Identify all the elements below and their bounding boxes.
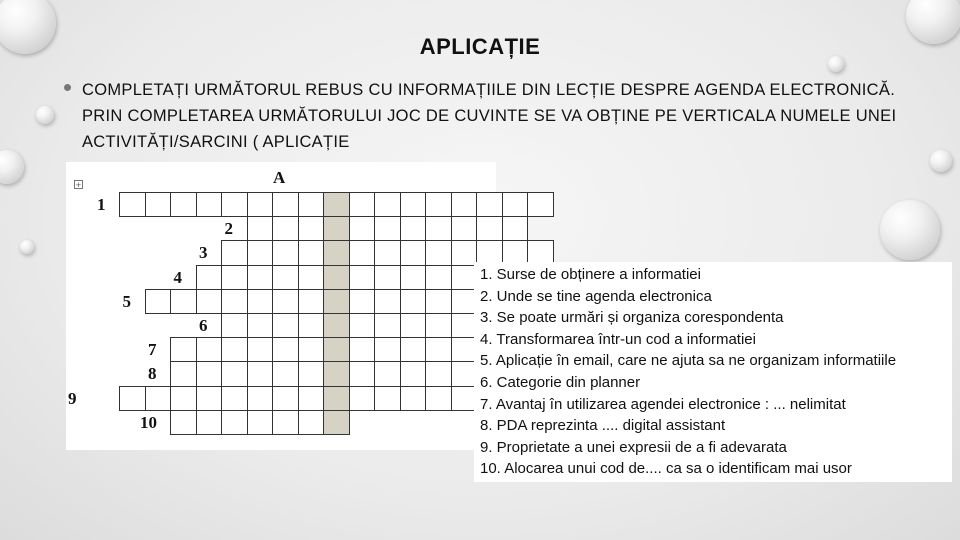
clue-item: 3. Se poate urmări și organiza corespondenta [480,309,784,327]
clue-item: 7. Avantaj în utilizarea agendei electronice : ... nelimitat [480,395,846,413]
crossword-cell[interactable] [323,361,350,386]
crossword-cell[interactable] [119,192,146,217]
crossword-cell[interactable] [298,216,325,241]
crossword-cell[interactable] [323,289,350,314]
crossword-cell[interactable] [247,410,274,435]
crossword-cell[interactable] [145,386,172,411]
crossword-cell[interactable] [323,216,350,241]
crossword-cell[interactable] [400,337,427,362]
clue-item: 1. Surse de obținere a informatiei [480,266,701,283]
crossword-cell[interactable] [374,240,401,265]
crossword-cell[interactable] [374,265,401,290]
crossword-cell[interactable] [425,240,452,265]
crossword-cell[interactable] [298,361,325,386]
crossword-cell[interactable] [221,386,248,411]
crossword-cell[interactable] [272,216,299,241]
clue-item: 9. Proprietate a unei expresii de a fi adevarata [480,438,787,456]
crossword-cell[interactable] [400,265,427,290]
crossword-cell[interactable] [502,216,529,241]
crossword-cell[interactable] [298,386,325,411]
row-number: 10 [140,412,157,432]
row-number: 1 [97,195,106,214]
crossword-cell[interactable] [247,386,274,411]
crossword-cell[interactable] [298,313,325,338]
crossword-cell[interactable] [425,386,452,411]
crossword-cell[interactable] [272,410,299,435]
crossword-cell[interactable] [170,192,197,217]
crossword-cell[interactable] [196,337,223,362]
crossword-cell[interactable] [527,192,554,217]
crossword-cell[interactable] [196,192,223,217]
clue-list [474,262,952,482]
crossword-cell[interactable] [247,289,274,314]
row-number: 7 [148,340,157,360]
crossword-cell[interactable] [298,410,325,435]
intro-clip [0,0,960,162]
crossword-cell[interactable] [170,386,197,411]
crossword-cell[interactable] [145,289,172,314]
crossword-cell[interactable] [196,289,223,314]
crossword-cell[interactable] [221,361,248,386]
crossword-cell[interactable] [349,361,376,386]
bullet-dot [64,84,71,91]
crossword-cell[interactable] [349,240,376,265]
crossword-cell[interactable] [476,216,503,241]
crossword-cell[interactable] [425,361,452,386]
expand-icon[interactable]: + [75,180,82,190]
crossword-cell[interactable] [425,313,452,338]
crossword-cell[interactable] [247,192,274,217]
clue-item: 6. Categorie din planner [480,373,641,391]
crossword-cell[interactable] [170,337,197,362]
crossword-cell[interactable] [119,386,146,411]
crossword-cell[interactable] [170,361,197,386]
crossword-cell[interactable] [221,192,248,217]
clue-item: 10. Alocarea unui cod de.... ca sa o identificam mai usor [480,460,852,478]
crossword-cell[interactable] [272,337,299,362]
crossword-cell[interactable] [502,192,529,217]
water-drop-decoration [20,240,34,254]
row-number: 9 [68,388,77,408]
crossword-cell[interactable] [451,216,478,241]
crossword-cell[interactable] [272,313,299,338]
water-drop-decoration [880,200,940,260]
crossword-cell[interactable] [349,386,376,411]
crossword-cell[interactable] [349,313,376,338]
crossword-cell[interactable] [272,240,299,265]
crossword-cell[interactable] [272,289,299,314]
crossword-cell[interactable] [247,240,274,265]
crossword-cell[interactable] [247,216,274,241]
crossword-cell[interactable] [196,386,223,411]
crossword-cell[interactable] [196,410,223,435]
crossword-cell[interactable] [400,216,427,241]
crossword-cell[interactable] [298,337,325,362]
crossword-cell[interactable] [323,240,350,265]
page-title: APLICAȚIE [419,34,541,59]
crossword-cell[interactable] [221,240,248,265]
crossword-cell[interactable] [374,216,401,241]
crossword-cell[interactable] [400,192,427,217]
crossword-cell[interactable] [221,265,248,290]
row-number: 2 [224,219,233,239]
crossword-cell[interactable] [400,289,427,314]
crossword-cell[interactable] [272,361,299,386]
crossword-cell[interactable] [349,289,376,314]
crossword-cell[interactable] [374,192,401,217]
crossword-cell[interactable] [425,289,452,314]
row-number: 3 [199,243,208,263]
crossword-cell[interactable] [298,265,325,290]
intro-text: COMPLETAȚI URMĂTORUL REBUS CU INFORMAȚIILE DIN LECȚIE DESPRE AGENDA ELECTRONICĂ. PRIN COMPLETAREA URMĂTORULUI JOC DE CUVINTE SE VA OBȚINE PE VERTICALA NUMELE UNEI ACTIVITĂȚI/SARCINI ( APLICAȚIE [82,81,897,151]
crossword-cell[interactable] [196,361,223,386]
crossword-cell[interactable] [323,313,350,338]
crossword-cell[interactable] [170,289,197,314]
crossword-cell[interactable] [247,361,274,386]
crossword-cell[interactable] [247,337,274,362]
clue-item: 5. Aplicație în email, care ne ajuta sa ne organizam informatiile [480,352,897,370]
crossword-cell[interactable] [170,410,197,435]
row-number: 4 [173,267,182,287]
crossword-cell[interactable] [374,313,401,338]
column-letter: A [273,168,286,187]
crossword-cell[interactable] [221,289,248,314]
clue-item: 2. Unde se tine agenda electronica [480,287,712,305]
crossword-cell[interactable] [374,337,401,362]
crossword-cell[interactable] [349,192,376,217]
crossword-cell[interactable] [272,265,299,290]
crossword-grid [66,162,496,450]
crossword-cell[interactable] [298,240,325,265]
crossword-cell[interactable] [323,410,350,435]
clue-item: 8. PDA reprezinta .... digital assistant [480,417,726,435]
crossword-cell[interactable] [425,265,452,290]
crossword-cell[interactable] [247,313,274,338]
crossword-cell[interactable] [298,192,325,217]
crossword-cell[interactable] [476,192,503,217]
crossword-cell[interactable] [221,410,248,435]
crossword-cell[interactable] [323,337,350,362]
crossword-cell[interactable] [272,386,299,411]
crossword-cell[interactable] [247,265,274,290]
crossword-cell[interactable] [323,192,350,217]
crossword-cell[interactable] [349,337,376,362]
row-number: 8 [148,364,157,384]
crossword-cell[interactable] [400,361,427,386]
crossword-cell[interactable] [272,192,299,217]
crossword-cell[interactable] [400,386,427,411]
crossword-cell[interactable] [400,313,427,338]
crossword-cell[interactable] [374,289,401,314]
crossword-cell[interactable] [145,192,172,217]
crossword-cell[interactable] [196,265,223,290]
crossword-cell[interactable] [349,216,376,241]
crossword-cell[interactable] [425,216,452,241]
crossword-cell[interactable] [298,289,325,314]
crossword-cell[interactable] [221,337,248,362]
crossword-cell[interactable] [221,313,248,338]
crossword-cell[interactable] [349,265,376,290]
row-number: 6 [199,316,208,335]
crossword-cell[interactable] [400,240,427,265]
clue-item: 4. Transformarea într-un cod a informatiei [480,330,756,348]
crossword-cell[interactable] [374,361,401,386]
crossword-cell[interactable] [323,386,350,411]
crossword-cell[interactable] [451,192,478,217]
crossword-cell[interactable] [323,265,350,290]
crossword-cell[interactable] [425,337,452,362]
row-number: 5 [122,291,131,311]
crossword-cell[interactable] [374,386,401,411]
crossword-cell[interactable] [425,192,452,217]
